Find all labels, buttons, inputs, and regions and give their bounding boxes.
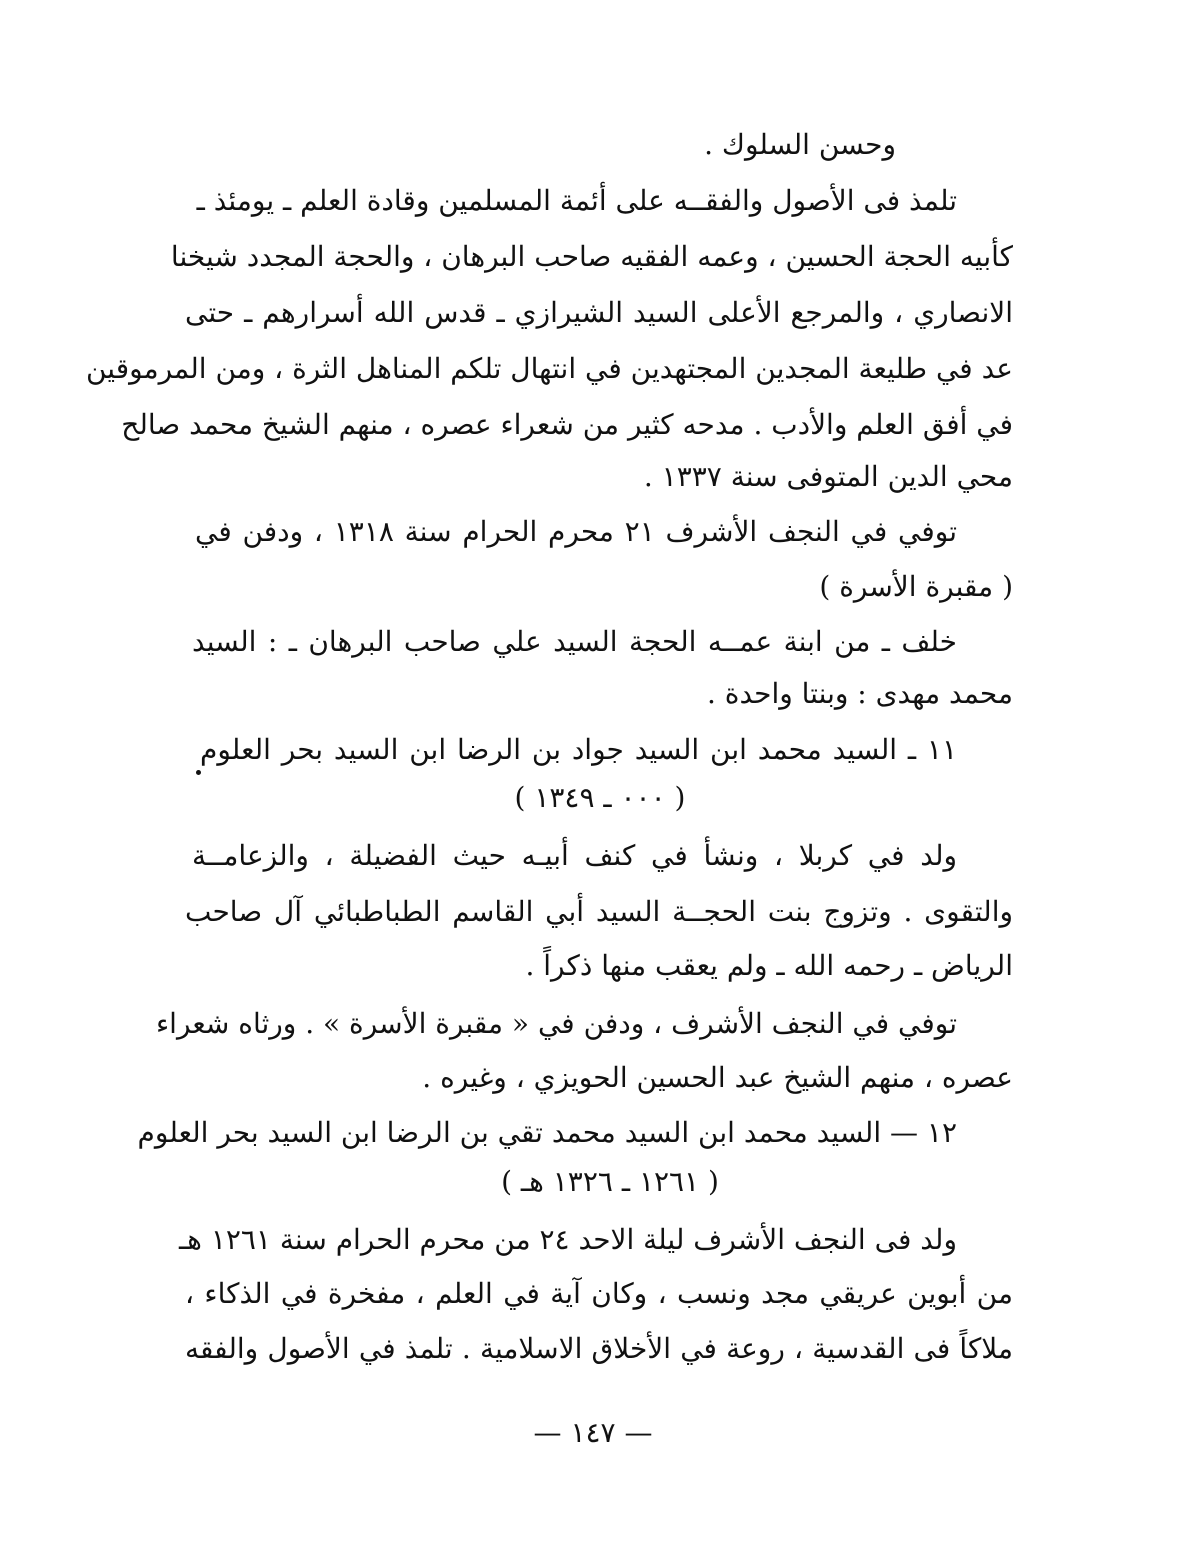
text-line-17: توفي في النجف الأشرف ، ودفن في « مقبرة الأسرة » . ورثاه شعراء <box>156 1007 957 1040</box>
text-line-15: والتقوى . وتزوج بنت الحجــة السيد أبي القاسم الطباطبائي آل صاحب <box>185 895 1013 928</box>
text-line-2: تلمذ فى الأصول والفقــه على أئمة المسلمين وقادة العلم ـ يومئذ ـ <box>196 184 957 217</box>
text-line-22: من أبوين عريقي مجد ونسب ، وكان آية في العلم ، مفخرة في الذكاء ، <box>185 1277 1013 1310</box>
ink-speck <box>196 770 201 775</box>
heading-entry-11: ١١ ـ السيد محمد ابن السيد جواد بن الرضا ابن السيد بحر العلوم <box>200 733 957 766</box>
text-line-21: ولد فى النجف الأشرف ليلة الاحد ٢٤ من محرم الحرام سنة ١٢٦١ هـ <box>178 1223 957 1256</box>
text-line-18: عصره ، منهم الشيخ عبد الحسين الحويزي ، وغيره . <box>422 1061 1013 1094</box>
text-line-14: ولد في كربلا ، ونشأ في كنف أبيـه حيث الفضيلة ، والزعامــة <box>192 839 957 872</box>
text-line-23: ملاكاً فى القدسية ، روعة في الأخلاق الاسلامية . تلمذ في الأصول والفقه <box>185 1332 1013 1365</box>
text-line-6: في أفق العلم والأدب . مدحه كثير من شعراء عصره ، منهم الشيخ محمد صالح <box>121 408 1013 441</box>
text-line-10: خلف ـ من ابنة عمــه الحجة السيد علي صاحب البرهان ـ : السيد <box>192 625 957 658</box>
heading-entry-12: ١٢ — السيد محمد ابن السيد محمد تقي بن الرضا ابن السيد بحر العلوم <box>137 1116 957 1149</box>
text-line-16: الرياض ـ رحمه الله ـ ولم يعقب منها ذكراً . <box>525 949 1013 982</box>
text-line-3: كأبيه الحجة الحسين ، وعمه الفقيه صاحب البرهان ، والحجة المجدد شيخنا <box>170 240 1013 273</box>
text-line-1: وحسن السلوك . <box>704 128 896 161</box>
text-line-11: محمد مهدى : وبنتا واحدة . <box>706 677 1013 710</box>
text-line-9: ( مقبرة الأسرة ) <box>819 570 1013 603</box>
text-line-7: محي الدين المتوفى سنة ١٣٣٧ . <box>643 460 1013 493</box>
page-number: — ١٤٧ — <box>533 1416 653 1449</box>
heading-entry-12-dates: ( ١٢٦١ ـ ١٣٢٦ هـ ) <box>501 1165 719 1198</box>
text-line-5: عد في طليعة المجدين المجتهدين في انتهال تلكم المناهل الثرة ، ومن المرموقين <box>85 352 1013 385</box>
heading-entry-11-dates: ( ٠٠٠ ـ ١٣٤٩ ) <box>514 781 686 814</box>
text-line-4: الانصاري ، والمرجع الأعلى السيد الشيرازي ـ قدس الله أسرارهم ـ حتى <box>185 296 1013 329</box>
text-line-8: توفي في النجف الأشرف ٢١ محرم الحرام سنة ١٣١٨ ، ودفن في <box>195 515 957 548</box>
